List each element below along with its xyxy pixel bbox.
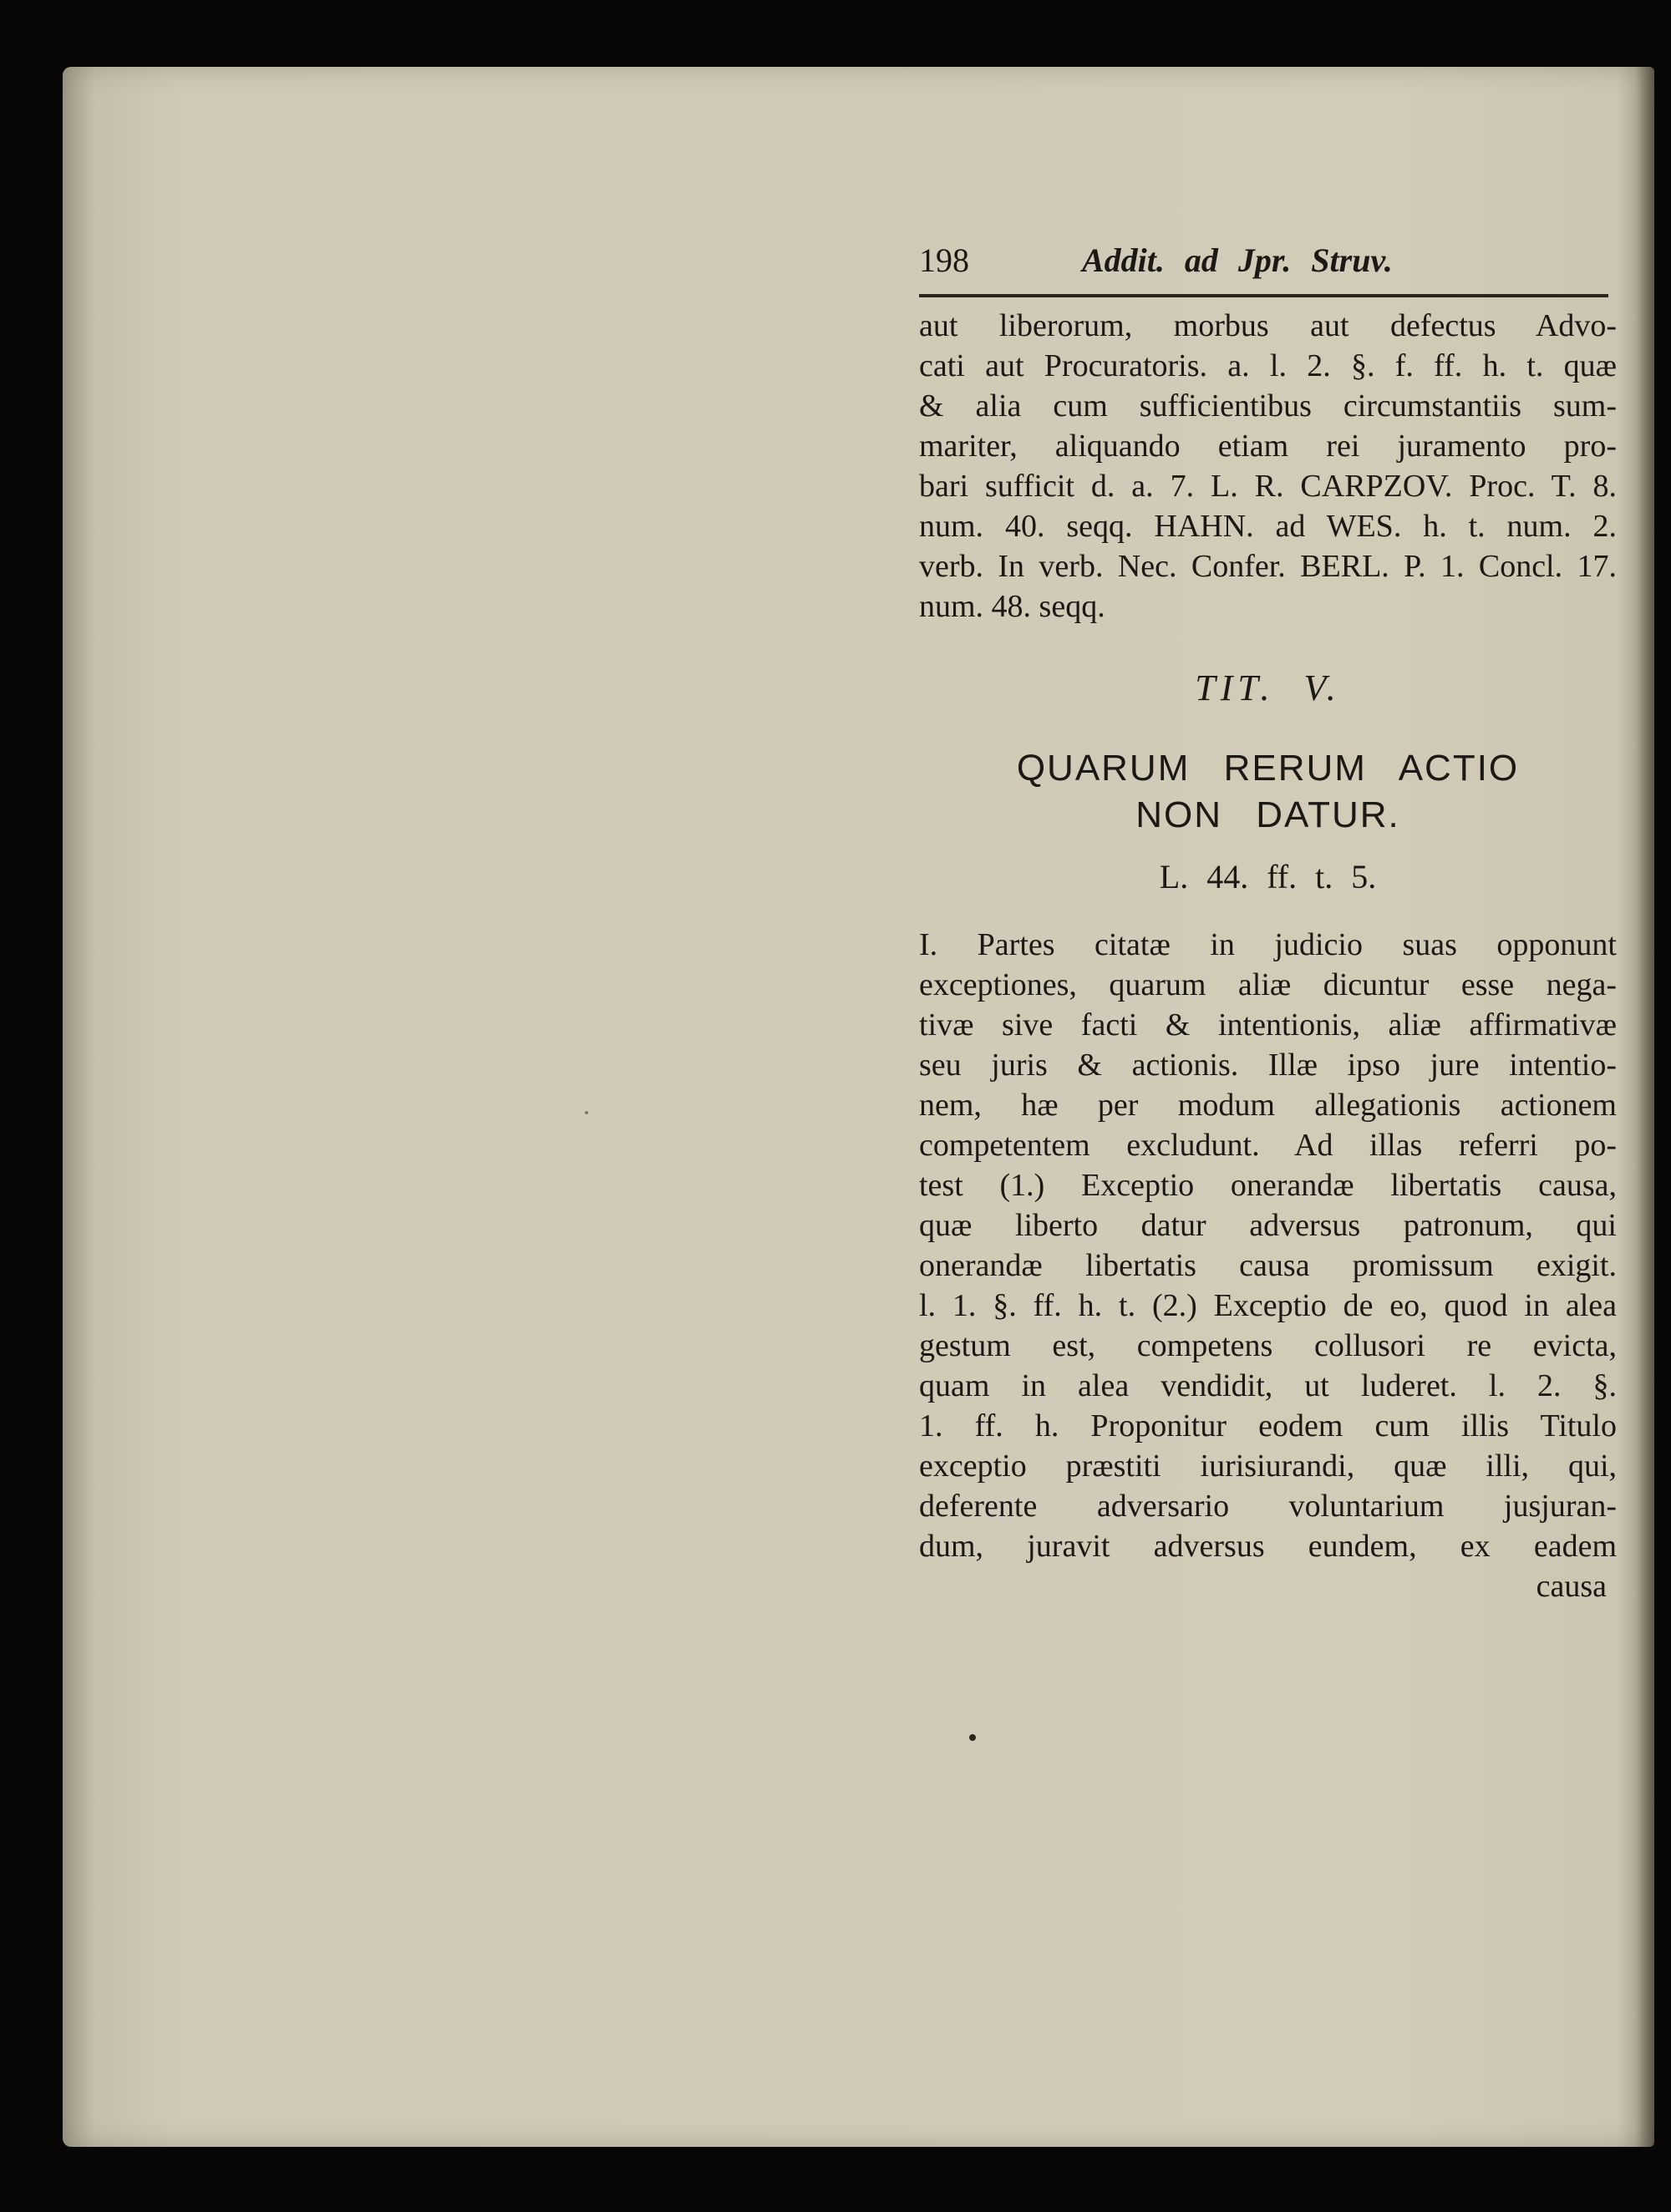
title-number: TIT. V. bbox=[1195, 667, 1341, 708]
text-line: quam in alea vendidit, ut luderet. l. 2. §. bbox=[919, 1368, 1617, 1403]
page-text-block bbox=[919, 241, 1617, 1606]
text-line: onerandæ libertatis causa promissum exigit. bbox=[919, 1248, 1617, 1283]
text-line: exceptio præstiti iurisiurandi, quæ illi, qui, bbox=[919, 1448, 1617, 1484]
continuation-text bbox=[919, 306, 1617, 627]
title-heading bbox=[919, 745, 1617, 839]
page-number: 198 bbox=[919, 241, 969, 279]
text-line: nem, hæ per modum allegationis actionem bbox=[919, 1088, 1617, 1123]
text-line: seu juris & actionis. Illæ ipso jure intentio- bbox=[919, 1048, 1617, 1083]
paragraph-text bbox=[919, 925, 1617, 1606]
page-header bbox=[919, 241, 1617, 289]
text-line: tivæ sive facti & intentionis, aliæ affirmativæ bbox=[919, 1007, 1617, 1043]
text-line: exceptiones, quarum aliæ dicuntur esse nega- bbox=[919, 967, 1617, 1002]
text-line: 1. ff. h. Proponitur eodem cum illis Titulo bbox=[919, 1408, 1617, 1443]
text-line: quæ liberto datur adversus patronum, qui bbox=[919, 1208, 1617, 1243]
text-line: num. 48. seqq. bbox=[919, 589, 1105, 624]
title-reference: L. 44. ff. t. 5. bbox=[1159, 858, 1377, 895]
text-line: aut liberorum, morbus aut defectus Advo- bbox=[919, 308, 1617, 343]
text-line: I. Partes citatæ in judicio suas opponunt bbox=[919, 927, 1617, 962]
text-line: num. 40. seqq. HAHN. ad WES. h. t. num. 2. bbox=[919, 509, 1617, 544]
text-line: test (1.) Exceptio onerandæ libertatis causa, bbox=[919, 1168, 1617, 1203]
text-line: mariter, aliquando etiam rei juramento pro- bbox=[919, 429, 1617, 464]
paper-speck bbox=[969, 1734, 976, 1741]
text-line: & alia cum sufficientibus circumstantiis sum- bbox=[919, 388, 1617, 424]
text-line: dum, juravit adversus eundem, ex eadem bbox=[919, 1529, 1617, 1564]
text-line: bari sufficit d. a. 7. L. R. CARPZOV. Proc. T. 8. bbox=[919, 469, 1617, 504]
title-line-2: NON DATUR. bbox=[1135, 794, 1400, 835]
text-line: gestum est, competens collusori re evicta, bbox=[919, 1328, 1617, 1363]
text-line: verb. In verb. Nec. Confer. BERL. P. 1. Concl. 17. bbox=[919, 549, 1617, 584]
header-rule bbox=[919, 294, 1608, 297]
running-title: Addit. ad Jpr. Struv. bbox=[1082, 241, 1393, 279]
text-line: cati aut Procuratoris. a. l. 2. §. f. ff. h. t. quæ bbox=[919, 348, 1617, 383]
text-line: l. 1. §. ff. h. t. (2.) Exceptio de eo, quod in alea bbox=[919, 1288, 1617, 1323]
title-line-1: QUARUM RERUM ACTIO bbox=[1016, 748, 1520, 789]
paper-speck bbox=[585, 1111, 588, 1114]
text-line: deferente adversario voluntarium jusjuran- bbox=[919, 1489, 1617, 1524]
text-line: competentem excludunt. Ad illas referri po- bbox=[919, 1128, 1617, 1163]
catchword: causa bbox=[1536, 1569, 1607, 1604]
